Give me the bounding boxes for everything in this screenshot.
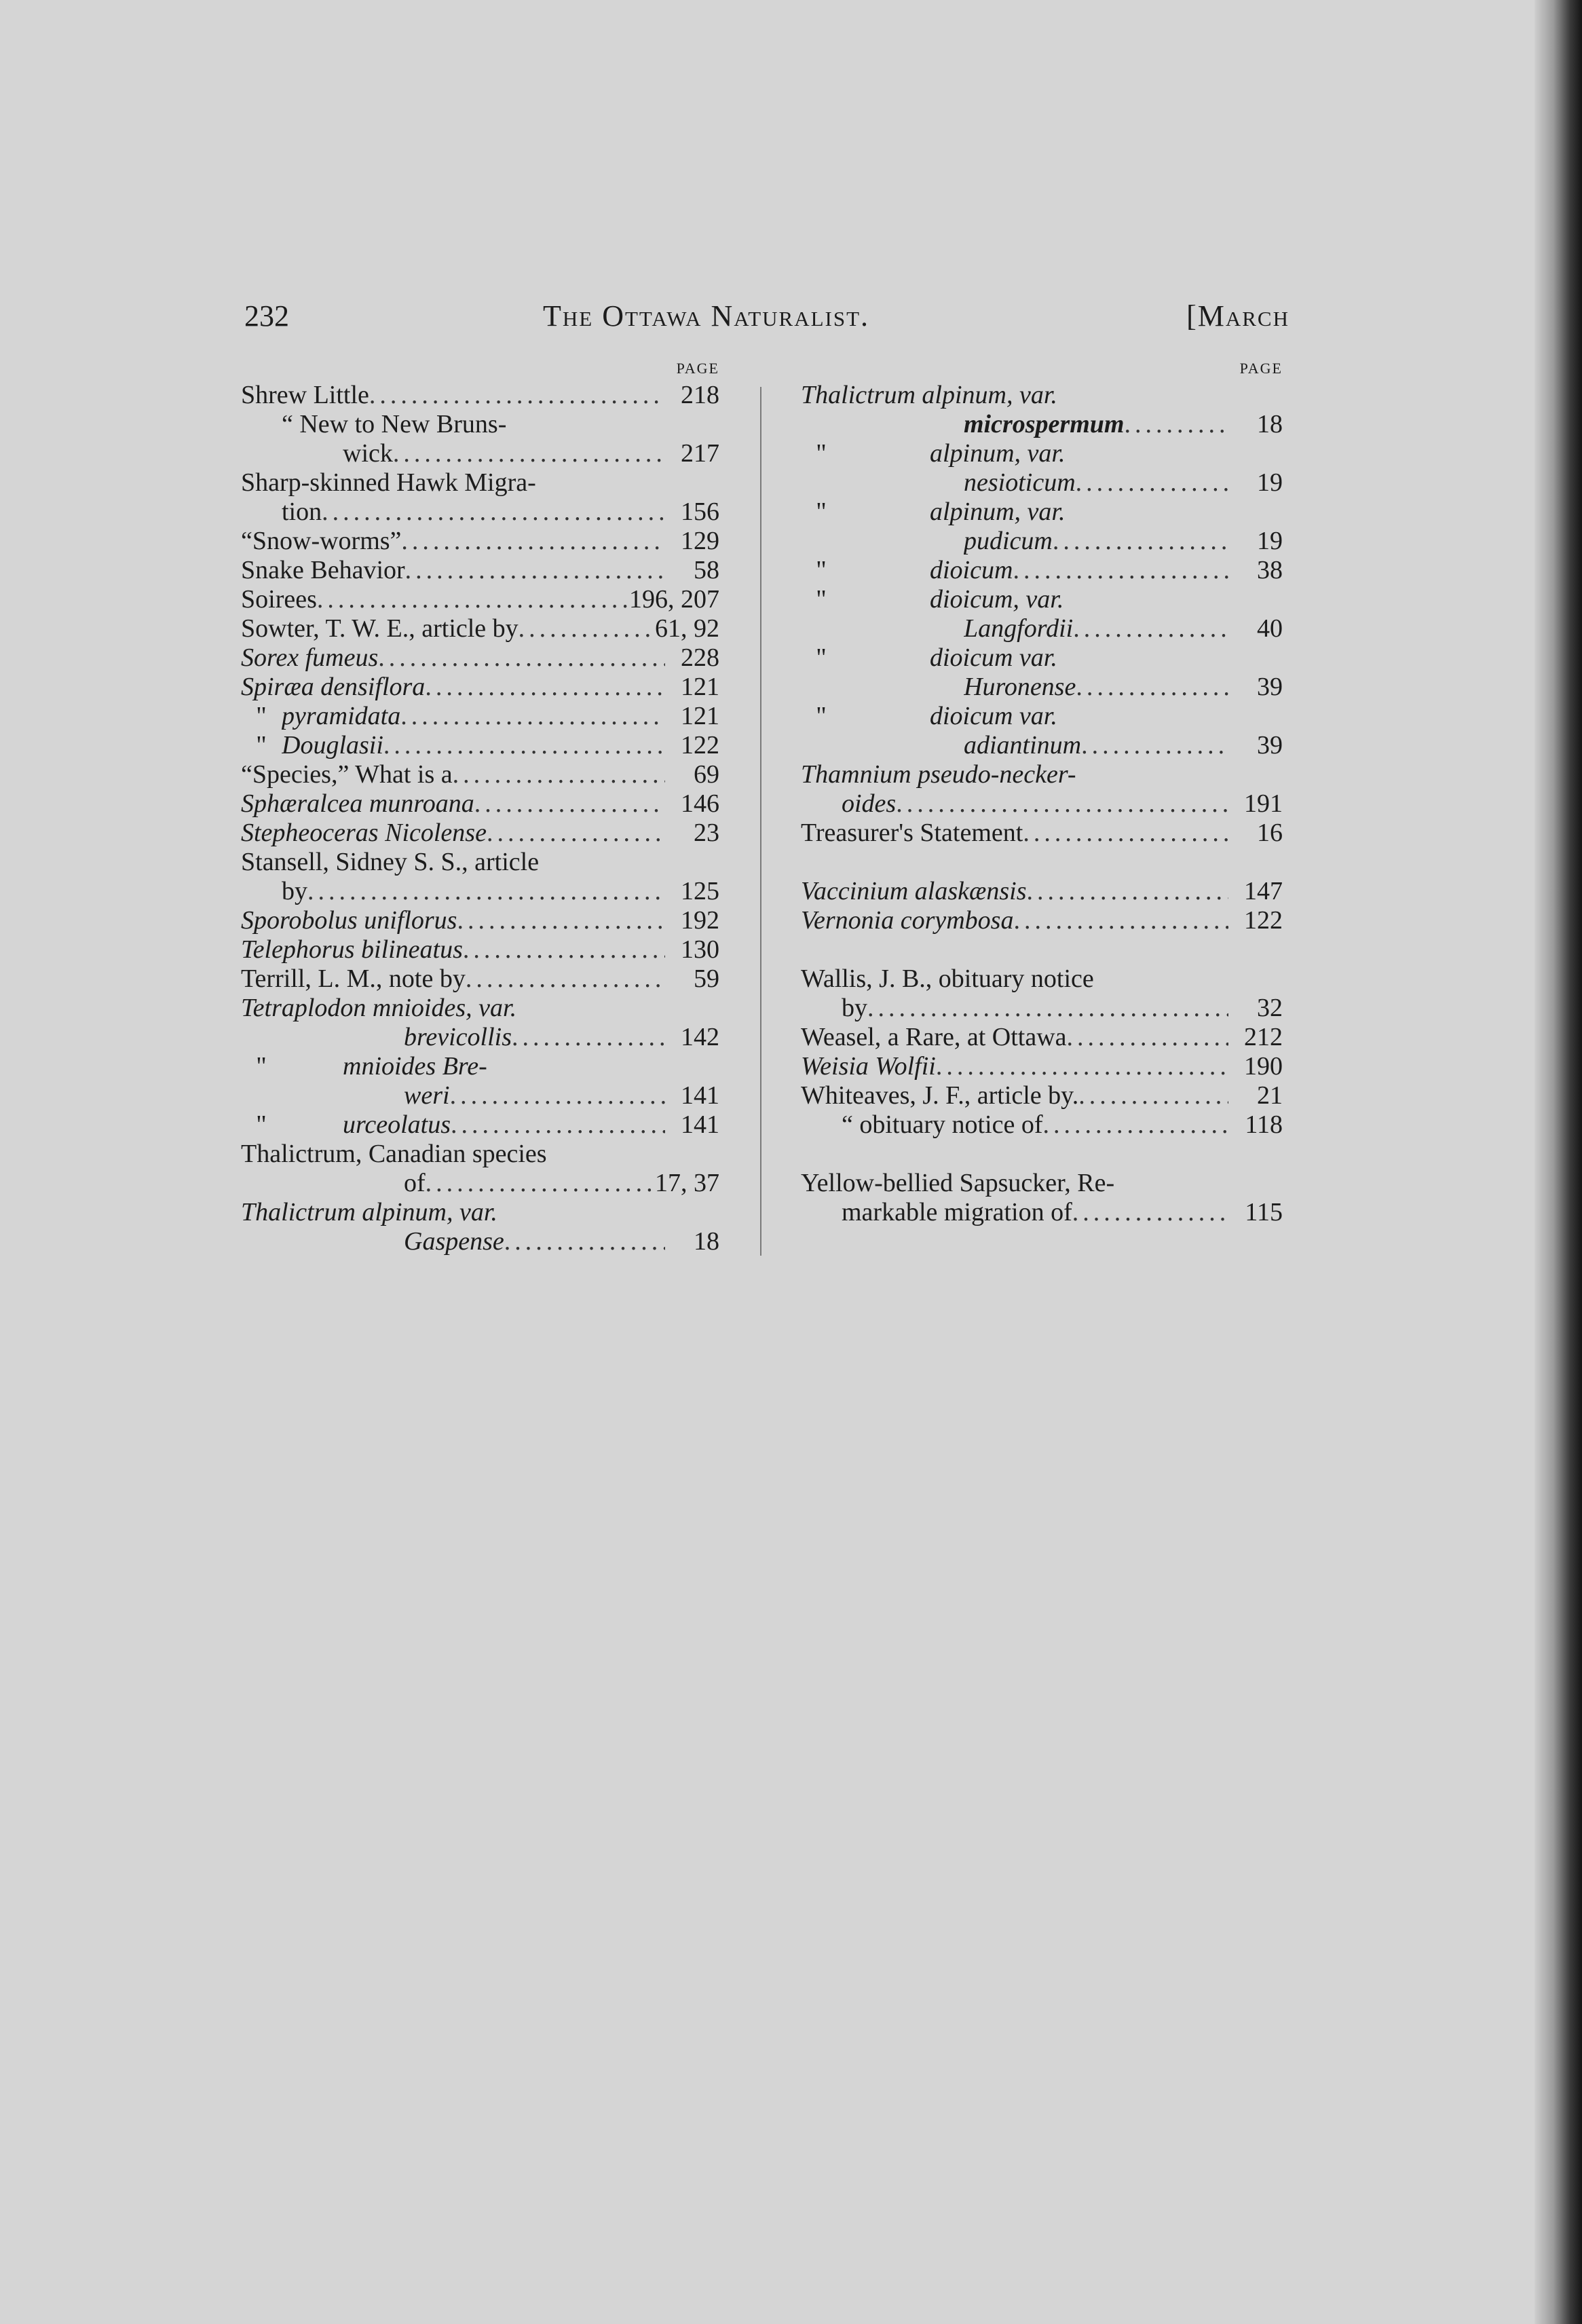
ditto-mark: " <box>816 585 827 614</box>
index-entry: " urceolatus ..... 141 <box>241 1110 719 1140</box>
index-entry: Thalictrum alpinum, var. <box>241 1198 497 1226</box>
ditto-mark: " <box>816 439 827 468</box>
index-entry: pudicum ..... 19 <box>801 527 1283 556</box>
index-entry: Vaccinium alaskænsis ..... 147 <box>801 877 1283 906</box>
index-entry: “Snow-worms” ..... 129 <box>241 527 719 556</box>
index-entry: microspermum ..... 18 <box>801 410 1283 439</box>
index-entry: by ..... 125 <box>241 877 719 906</box>
index-entry: Whiteaves, J. F., article by. ..... 21 <box>801 1081 1283 1110</box>
page-column-label: PAGE <box>1239 360 1283 377</box>
ditto-mark: " <box>256 1110 267 1139</box>
page-number: 232 <box>244 299 289 333</box>
journal-title: The Ottawa Naturalist. <box>543 299 870 333</box>
index-entry: Shrew Little ..... 218 <box>241 381 719 410</box>
index-entry: Yellow-bellied Sapsucker, Re- <box>801 1169 1115 1197</box>
index-column-right <box>801 356 1283 1227</box>
index-entry: tion ..... 156 <box>241 498 719 527</box>
index-entry: " alpinum, var. <box>801 439 1283 468</box>
index-entry: " alpinum, var. <box>801 498 1283 527</box>
index-entry: “Species,” What is a ..... 69 <box>241 760 719 789</box>
index-entry: Soirees ..... 196, 207 <box>241 585 719 614</box>
index-entry: Treasurer's Statement ..... 16 <box>801 819 1283 848</box>
index-entry: Thamnium pseudo-necker- <box>801 760 1076 789</box>
ditto-mark: " <box>816 643 827 672</box>
index-entry: " dioicum ..... 38 <box>801 556 1283 585</box>
index-entry: Sharp-skinned Hawk Migra- <box>241 468 536 497</box>
index-entry: “ New to New Bruns- <box>282 410 507 438</box>
index-entry: Terrill, L. M., note by ..... 59 <box>241 964 719 994</box>
index-entry: by ..... 32 <box>801 994 1283 1023</box>
index-column-left <box>241 356 719 1256</box>
index-entry: Spiræa densiflora ..... 121 <box>241 673 719 702</box>
ditto-mark: " <box>256 702 267 730</box>
ditto-mark: " <box>816 702 827 730</box>
index-entry: Sorex fumeus ..... 228 <box>241 643 719 673</box>
issue-month: [March <box>1186 299 1289 333</box>
index-entry: " dioicum var. <box>801 643 1283 673</box>
index-entry: Langfordii ..... 40 <box>801 614 1283 643</box>
page-column-label: PAGE <box>676 360 719 377</box>
index-entry: Stansell, Sidney S. S., article <box>241 848 540 876</box>
index-entry: oides ..... 191 <box>801 789 1283 819</box>
index-entry: brevicollis ..... 142 <box>241 1023 719 1052</box>
running-header <box>244 299 1289 346</box>
index-entry: " mnioides Bre- <box>241 1052 719 1081</box>
index-entry: wick ..... 217 <box>241 439 719 468</box>
index-entry: Tetraplodon mnioides, var. <box>241 994 517 1022</box>
index-entry: " dioicum var. <box>801 702 1283 731</box>
index-entry: Thalictrum, Canadian species <box>241 1140 547 1168</box>
index-entry: of ..... 17, 37 <box>241 1169 719 1198</box>
ditto-mark: " <box>816 498 827 526</box>
index-entry: Stepheoceras Nicolense ..... 23 <box>241 819 719 848</box>
index-entry: Weisia Wolfii ..... 190 <box>801 1052 1283 1081</box>
index-entry: Vernonia corymbosa ..... 122 <box>801 906 1283 935</box>
index-entry: Wallis, J. B., obituary notice <box>801 964 1094 993</box>
index-entry: Sporobolus uniflorus ..... 192 <box>241 906 719 935</box>
ditto-mark: " <box>256 731 267 760</box>
ditto-mark: " <box>816 556 827 584</box>
page-edge-shadow <box>1534 0 1582 2324</box>
index-entry: Sphæralcea munroana ..... 146 <box>241 789 719 819</box>
index-entry: Gaspense ..... 18 <box>241 1227 719 1256</box>
ditto-mark: " <box>256 1052 267 1081</box>
index-entry: Huronense ..... 39 <box>801 673 1283 702</box>
index-entry: markable migration of ..... 115 <box>801 1198 1283 1227</box>
index-entry: " dioicum, var. <box>801 585 1283 614</box>
index-entry: weri ..... 141 <box>241 1081 719 1110</box>
index-entry: adiantinum ..... 39 <box>801 731 1283 760</box>
column-divider <box>760 387 761 1256</box>
index-entry: Weasel, a Rare, at Ottawa ..... 212 <box>801 1023 1283 1052</box>
index-entry: Thalictrum alpinum, var. <box>801 381 1057 409</box>
index-entry: Snake Behavior ..... 58 <box>241 556 719 585</box>
index-entry: " Douglasii ..... 122 <box>241 731 719 760</box>
index-entry: Telephorus bilineatus ..... 130 <box>241 935 719 964</box>
index-entry: " pyramidata ..... 121 <box>241 702 719 731</box>
index-entry: “ obituary notice of ..... 118 <box>801 1110 1283 1140</box>
index-entry: nesioticum ..... 19 <box>801 468 1283 498</box>
index-entry: Sowter, T. W. E., article by ..... 61, 92 <box>241 614 719 643</box>
